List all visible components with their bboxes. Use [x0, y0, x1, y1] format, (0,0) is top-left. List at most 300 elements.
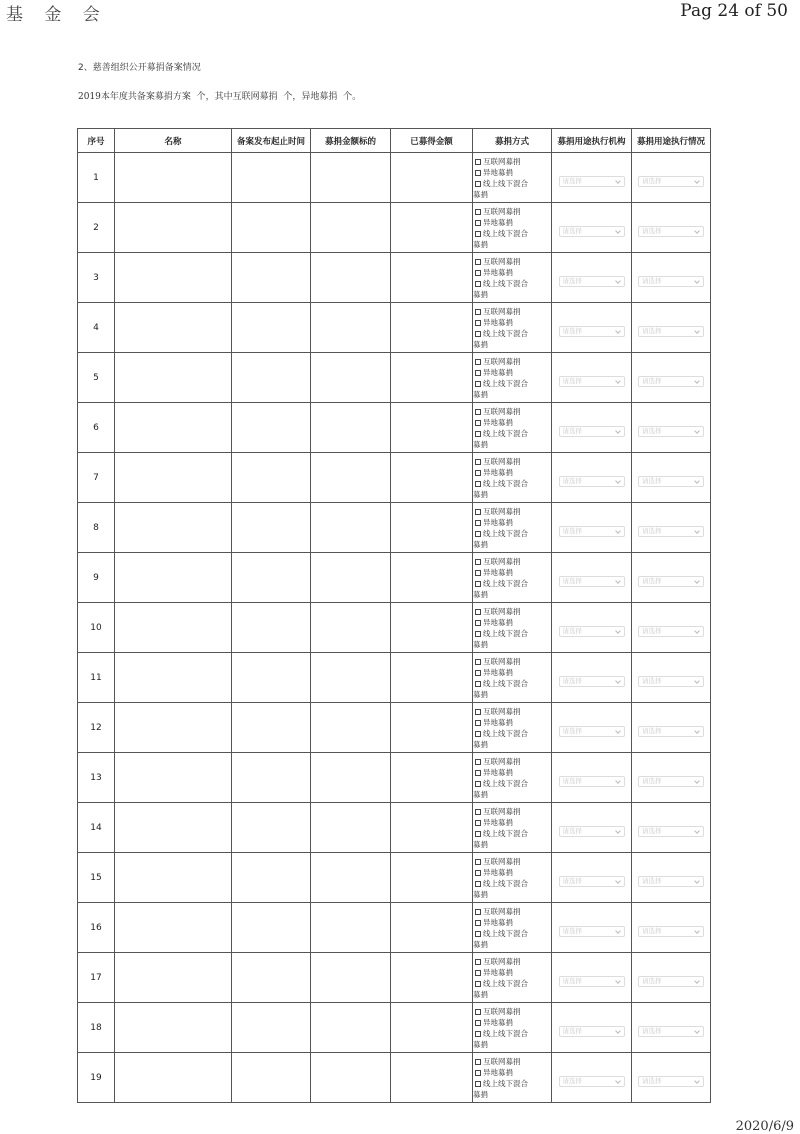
name-cell[interactable]	[115, 203, 232, 253]
method-option-mixed[interactable]: 线上线下混合	[475, 1028, 551, 1039]
name-cell[interactable]	[115, 303, 232, 353]
method-option-mixed[interactable]: 线上线下混合	[475, 578, 551, 589]
raised-amount-cell[interactable]	[391, 953, 473, 1003]
method-cell	[473, 553, 552, 603]
period-cell[interactable]	[232, 703, 311, 753]
col-header-name: 名称	[115, 129, 232, 153]
execution-select[interactable]: 请选择	[638, 426, 704, 437]
row-number: 15	[78, 853, 115, 903]
checkbox-icon[interactable]	[475, 820, 481, 826]
method-option-mixed[interactable]: 线上线下混合	[475, 228, 551, 239]
checkbox-icon[interactable]	[475, 870, 481, 876]
method-option-remote[interactable]: 异地募捐	[475, 567, 551, 578]
target-amount-cell[interactable]	[311, 253, 391, 303]
checkbox-icon[interactable]	[475, 420, 481, 426]
row-number: 1	[78, 153, 115, 203]
method-option-mixed[interactable]: 线上线下混合	[475, 178, 551, 189]
checkbox-icon[interactable]	[475, 781, 481, 787]
executor-cell	[552, 203, 632, 253]
checkbox-icon[interactable]	[475, 559, 481, 565]
method-cell	[473, 853, 552, 903]
checkbox-icon[interactable]	[475, 909, 481, 915]
execution-select[interactable]: 请选择	[638, 1026, 704, 1037]
table-row	[78, 953, 711, 1003]
row-number: 10	[78, 603, 115, 653]
executor-cell	[552, 1053, 632, 1103]
method-option-remote[interactable]: 异地募捐	[475, 317, 551, 328]
executor-select[interactable]: 请选择	[559, 226, 625, 237]
target-amount-cell[interactable]	[311, 403, 391, 453]
method-option-remote[interactable]: 异地募捐	[475, 667, 551, 678]
method-option-mixed-cont: 募捐	[473, 1089, 488, 1099]
name-cell[interactable]	[115, 453, 232, 503]
period-cell[interactable]	[232, 953, 311, 1003]
period-cell[interactable]	[232, 903, 311, 953]
method-option-mixed[interactable]: 线上线下混合	[475, 828, 551, 839]
method-option-internet[interactable]: 互联网募捐	[475, 306, 551, 317]
method-option-mixed[interactable]: 线上线下混合	[475, 978, 551, 989]
name-cell[interactable]	[115, 603, 232, 653]
method-option-mixed[interactable]: 线上线下混合	[475, 878, 551, 889]
target-amount-cell[interactable]	[311, 703, 391, 753]
executor-select[interactable]: 请选择	[559, 1076, 625, 1087]
period-cell[interactable]	[232, 203, 311, 253]
checkbox-icon[interactable]	[475, 609, 481, 615]
method-option-internet[interactable]: 互联网募捐	[475, 1006, 551, 1017]
method-option-remote[interactable]: 异地募捐	[475, 467, 551, 478]
checkbox-icon[interactable]	[475, 859, 481, 865]
checkbox-icon[interactable]	[475, 309, 481, 315]
period-cell[interactable]	[232, 1053, 311, 1103]
execution-select[interactable]: 请选择	[638, 576, 704, 587]
checkbox-icon[interactable]	[475, 381, 481, 387]
period-cell[interactable]	[232, 803, 311, 853]
executor-select[interactable]: 请选择	[559, 826, 625, 837]
checkbox-icon[interactable]	[475, 481, 481, 487]
chevron-down-icon	[694, 228, 700, 234]
checkbox-icon[interactable]	[475, 1070, 481, 1076]
executor-select[interactable]: 请选择	[559, 326, 625, 337]
table-row	[78, 503, 711, 553]
method-option-mixed-cont: 募捐	[473, 689, 488, 699]
checkbox-icon[interactable]	[475, 759, 481, 765]
method-cell	[473, 1053, 552, 1103]
target-amount-cell[interactable]	[311, 1003, 391, 1053]
chevron-down-icon	[615, 778, 621, 784]
name-cell[interactable]	[115, 703, 232, 753]
checkbox-icon[interactable]	[475, 731, 481, 737]
method-cell	[473, 753, 552, 803]
target-amount-cell[interactable]	[311, 153, 391, 203]
execution-cell	[632, 1053, 711, 1103]
raised-amount-cell[interactable]	[391, 503, 473, 553]
method-option-remote[interactable]: 异地募捐	[475, 917, 551, 928]
name-cell[interactable]	[115, 653, 232, 703]
name-cell[interactable]	[115, 953, 232, 1003]
method-option-remote[interactable]: 异地募捐	[475, 967, 551, 978]
row-number: 6	[78, 403, 115, 453]
checkbox-icon[interactable]	[475, 681, 481, 687]
execution-cell	[632, 603, 711, 653]
execution-cell	[632, 553, 711, 603]
raised-amount-cell[interactable]	[391, 403, 473, 453]
executor-cell	[552, 1003, 632, 1053]
executor-select[interactable]: 请选择	[559, 526, 625, 537]
checkbox-icon[interactable]	[475, 931, 481, 937]
method-option-remote[interactable]: 异地募捐	[475, 417, 551, 428]
executor-select[interactable]: 请选择	[559, 726, 625, 737]
checkbox-icon[interactable]	[475, 631, 481, 637]
name-cell[interactable]	[115, 853, 232, 903]
checkbox-icon[interactable]	[475, 231, 481, 237]
checkbox-icon[interactable]	[475, 1031, 481, 1037]
method-option-remote[interactable]: 异地募捐	[475, 267, 551, 278]
raised-amount-cell[interactable]	[391, 603, 473, 653]
raised-amount-cell[interactable]	[391, 1003, 473, 1053]
name-cell[interactable]	[115, 353, 232, 403]
target-amount-cell[interactable]	[311, 603, 391, 653]
execution-select[interactable]: 请选择	[638, 776, 704, 787]
executor-select[interactable]: 请选择	[559, 176, 625, 187]
method-cell	[473, 953, 552, 1003]
executor-cell	[552, 703, 632, 753]
name-cell[interactable]	[115, 903, 232, 953]
checkbox-icon[interactable]	[475, 170, 481, 176]
method-option-remote[interactable]: 异地募捐	[475, 1017, 551, 1028]
name-cell[interactable]	[115, 1053, 232, 1103]
checkbox-icon[interactable]	[475, 320, 481, 326]
period-cell[interactable]	[232, 553, 311, 603]
checkbox-icon[interactable]	[475, 659, 481, 665]
checkbox-icon[interactable]	[475, 1059, 481, 1065]
method-option-mixed-cont: 募捐	[473, 1039, 488, 1049]
execution-select[interactable]: 请选择	[638, 626, 704, 637]
period-cell[interactable]	[232, 403, 311, 453]
target-amount-cell[interactable]	[311, 1053, 391, 1103]
table-row	[78, 553, 711, 603]
method-option-remote[interactable]: 异地募捐	[475, 217, 551, 228]
executor-select[interactable]: 请选择	[559, 926, 625, 937]
method-cell	[473, 803, 552, 853]
checkbox-icon[interactable]	[475, 531, 481, 537]
executor-cell	[552, 653, 632, 703]
period-cell[interactable]	[232, 303, 311, 353]
execution-select[interactable]: 请选择	[638, 826, 704, 837]
target-amount-cell[interactable]	[311, 803, 391, 853]
method-option-internet[interactable]: 互联网募捐	[475, 556, 551, 567]
chevron-down-icon	[615, 1028, 621, 1034]
method-option-internet[interactable]: 互联网募捐	[475, 906, 551, 917]
execution-cell	[632, 153, 711, 203]
checkbox-icon[interactable]	[475, 581, 481, 587]
executor-select[interactable]: 请选择	[559, 626, 625, 637]
name-cell[interactable]	[115, 503, 232, 553]
executor-select[interactable]: 请选择	[559, 426, 625, 437]
table-row	[78, 403, 711, 453]
checkbox-icon[interactable]	[475, 770, 481, 776]
method-option-mixed[interactable]: 线上线下混合	[475, 328, 551, 339]
method-option-internet[interactable]: 互联网募捐	[475, 956, 551, 967]
checkbox-icon[interactable]	[475, 970, 481, 976]
chevron-down-icon	[615, 878, 621, 884]
method-option-mixed[interactable]: 线上线下混合	[475, 528, 551, 539]
executor-cell	[552, 903, 632, 953]
checkbox-icon[interactable]	[475, 259, 481, 265]
executor-cell	[552, 553, 632, 603]
row-number: 8	[78, 503, 115, 553]
method-option-remote[interactable]: 异地募捐	[475, 517, 551, 528]
col-header-execution: 募捐用途执行情况	[632, 129, 711, 153]
raised-amount-cell[interactable]	[391, 353, 473, 403]
executor-select[interactable]: 请选择	[559, 876, 625, 887]
target-amount-cell[interactable]	[311, 903, 391, 953]
checkbox-icon[interactable]	[475, 470, 481, 476]
execution-select[interactable]: 请选择	[638, 276, 704, 287]
method-option-remote[interactable]: 异地募捐	[475, 1067, 551, 1078]
checkbox-icon[interactable]	[475, 459, 481, 465]
execution-select[interactable]: 请选择	[638, 226, 704, 237]
execution-select[interactable]: 请选择	[638, 876, 704, 887]
checkbox-icon[interactable]	[475, 831, 481, 837]
period-cell[interactable]	[232, 853, 311, 903]
method-option-remote[interactable]: 异地募捐	[475, 617, 551, 628]
execution-select[interactable]: 请选择	[638, 176, 704, 187]
raised-amount-cell[interactable]	[391, 553, 473, 603]
method-cell	[473, 203, 552, 253]
executor-cell	[552, 853, 632, 903]
name-cell[interactable]	[115, 803, 232, 853]
chevron-down-icon	[694, 678, 700, 684]
raised-amount-cell[interactable]	[391, 653, 473, 703]
checkbox-icon[interactable]	[475, 220, 481, 226]
period-cell[interactable]	[232, 503, 311, 553]
name-cell[interactable]	[115, 253, 232, 303]
executor-select[interactable]: 请选择	[559, 576, 625, 587]
method-option-mixed[interactable]: 线上线下混合	[475, 428, 551, 439]
target-amount-cell[interactable]	[311, 503, 391, 553]
method-option-mixed[interactable]: 线上线下混合	[475, 628, 551, 639]
row-number: 2	[78, 203, 115, 253]
table-row	[78, 903, 711, 953]
target-amount-cell[interactable]	[311, 753, 391, 803]
method-option-internet[interactable]: 互联网募捐	[475, 1056, 551, 1067]
method-option-mixed[interactable]: 线上线下混合	[475, 728, 551, 739]
method-option-mixed[interactable]: 线上线下混合	[475, 678, 551, 689]
method-option-internet[interactable]: 互联网募捐	[475, 756, 551, 767]
checkbox-icon[interactable]	[475, 809, 481, 815]
raised-amount-cell[interactable]	[391, 153, 473, 203]
checkbox-icon[interactable]	[475, 881, 481, 887]
method-option-internet[interactable]: 互联网募捐	[475, 806, 551, 817]
method-option-mixed-cont: 募捐	[473, 639, 488, 649]
row-number: 13	[78, 753, 115, 803]
method-option-internet[interactable]: 互联网募捐	[475, 356, 551, 367]
target-amount-cell[interactable]	[311, 353, 391, 403]
chevron-down-icon	[694, 528, 700, 534]
execution-select[interactable]: 请选择	[638, 326, 704, 337]
target-amount-cell[interactable]	[311, 953, 391, 1003]
period-cell[interactable]	[232, 453, 311, 503]
checkbox-icon[interactable]	[475, 620, 481, 626]
raised-amount-cell[interactable]	[391, 753, 473, 803]
execution-select[interactable]: 请选择	[638, 676, 704, 687]
method-option-internet[interactable]: 互联网募捐	[475, 506, 551, 517]
execution-select[interactable]: 请选择	[638, 976, 704, 987]
raised-amount-cell[interactable]	[391, 253, 473, 303]
period-cell[interactable]	[232, 153, 311, 203]
method-option-remote[interactable]: 异地募捐	[475, 167, 551, 178]
raised-amount-cell[interactable]	[391, 203, 473, 253]
execution-select[interactable]: 请选择	[638, 376, 704, 387]
method-option-mixed-cont: 募捐	[473, 189, 488, 199]
checkbox-icon[interactable]	[475, 331, 481, 337]
raised-amount-cell[interactable]	[391, 903, 473, 953]
method-option-internet[interactable]: 互联网募捐	[475, 606, 551, 617]
table-row	[78, 1003, 711, 1053]
checkbox-icon[interactable]	[475, 270, 481, 276]
method-option-mixed[interactable]: 线上线下混合	[475, 1078, 551, 1089]
executor-select[interactable]: 请选择	[559, 376, 625, 387]
target-amount-cell[interactable]	[311, 303, 391, 353]
checkbox-icon[interactable]	[475, 981, 481, 987]
method-option-remote[interactable]: 异地募捐	[475, 867, 551, 878]
target-amount-cell[interactable]	[311, 453, 391, 503]
period-cell[interactable]	[232, 653, 311, 703]
checkbox-icon[interactable]	[475, 159, 481, 165]
checkbox-icon[interactable]	[475, 520, 481, 526]
summary-line: 2019本年度共备案募捐方案 个，其中互联网募捐 个，异地募捐 个。	[78, 92, 362, 102]
method-option-mixed-cont: 募捐	[473, 839, 488, 849]
method-cell	[473, 653, 552, 703]
execution-select[interactable]: 请选择	[638, 476, 704, 487]
name-cell[interactable]	[115, 153, 232, 203]
checkbox-icon[interactable]	[475, 209, 481, 215]
checkbox-icon[interactable]	[475, 1020, 481, 1026]
target-amount-cell[interactable]	[311, 203, 391, 253]
execution-cell	[632, 1003, 711, 1053]
execution-select[interactable]: 请选择	[638, 1076, 704, 1087]
chevron-down-icon	[615, 978, 621, 984]
method-option-internet[interactable]: 互联网募捐	[475, 706, 551, 717]
execution-select[interactable]: 请选择	[638, 726, 704, 737]
name-cell[interactable]	[115, 553, 232, 603]
target-amount-cell[interactable]	[311, 853, 391, 903]
row-number: 11	[78, 653, 115, 703]
checkbox-icon[interactable]	[475, 1009, 481, 1015]
method-option-mixed[interactable]: 线上线下混合	[475, 478, 551, 489]
period-cell[interactable]	[232, 353, 311, 403]
col-header-seq: 序号	[78, 129, 115, 153]
method-option-mixed[interactable]: 线上线下混合	[475, 778, 551, 789]
execution-select[interactable]: 请选择	[638, 926, 704, 937]
chevron-down-icon	[694, 428, 700, 434]
method-option-internet[interactable]: 互联网募捐	[475, 856, 551, 867]
method-option-mixed-cont: 募捐	[473, 539, 488, 549]
executor-select[interactable]: 请选择	[559, 676, 625, 687]
period-cell[interactable]	[232, 603, 311, 653]
checkbox-icon[interactable]	[475, 370, 481, 376]
raised-amount-cell[interactable]	[391, 853, 473, 903]
col-header-method: 募捐方式	[473, 129, 552, 153]
checkbox-icon[interactable]	[475, 670, 481, 676]
method-option-remote[interactable]: 异地募捐	[475, 767, 551, 778]
chevron-down-icon	[615, 378, 621, 384]
method-option-internet[interactable]: 互联网募捐	[475, 456, 551, 467]
checkbox-icon[interactable]	[475, 920, 481, 926]
method-option-internet[interactable]: 互联网募捐	[475, 206, 551, 217]
checkbox-icon[interactable]	[475, 359, 481, 365]
execution-cell	[632, 903, 711, 953]
checkbox-icon[interactable]	[475, 1081, 481, 1087]
checkbox-icon[interactable]	[475, 281, 481, 287]
checkbox-icon[interactable]	[475, 959, 481, 965]
checkbox-icon[interactable]	[475, 720, 481, 726]
executor-select[interactable]: 请选择	[559, 776, 625, 787]
method-option-remote[interactable]: 异地募捐	[475, 367, 551, 378]
name-cell[interactable]	[115, 753, 232, 803]
checkbox-icon[interactable]	[475, 181, 481, 187]
raised-amount-cell[interactable]	[391, 453, 473, 503]
executor-select[interactable]: 请选择	[559, 1026, 625, 1037]
name-cell[interactable]	[115, 1003, 232, 1053]
method-cell	[473, 153, 552, 203]
method-option-mixed-cont: 募捐	[473, 389, 488, 399]
name-cell[interactable]	[115, 403, 232, 453]
method-cell	[473, 1003, 552, 1053]
method-cell	[473, 403, 552, 453]
chevron-down-icon	[694, 978, 700, 984]
period-cell[interactable]	[232, 1003, 311, 1053]
raised-amount-cell[interactable]	[391, 803, 473, 853]
row-number: 19	[78, 1053, 115, 1103]
method-option-mixed[interactable]: 线上线下混合	[475, 928, 551, 939]
checkbox-icon[interactable]	[475, 709, 481, 715]
execution-select[interactable]: 请选择	[638, 526, 704, 537]
method-option-internet[interactable]: 互联网募捐	[475, 156, 551, 167]
method-option-internet[interactable]: 互联网募捐	[475, 656, 551, 667]
target-amount-cell[interactable]	[311, 553, 391, 603]
executor-select[interactable]: 请选择	[559, 276, 625, 287]
executor-select[interactable]: 请选择	[559, 476, 625, 487]
executor-select[interactable]: 请选择	[559, 976, 625, 987]
period-cell[interactable]	[232, 253, 311, 303]
method-option-mixed[interactable]: 线上线下混合	[475, 278, 551, 289]
method-option-internet[interactable]: 互联网募捐	[475, 256, 551, 267]
checkbox-icon[interactable]	[475, 570, 481, 576]
target-amount-cell[interactable]	[311, 653, 391, 703]
period-cell[interactable]	[232, 753, 311, 803]
raised-amount-cell[interactable]	[391, 1053, 473, 1103]
raised-amount-cell[interactable]	[391, 703, 473, 753]
method-option-remote[interactable]: 异地募捐	[475, 717, 551, 728]
checkbox-icon[interactable]	[475, 431, 481, 437]
execution-cell	[632, 453, 711, 503]
raised-amount-cell[interactable]	[391, 303, 473, 353]
execution-cell	[632, 703, 711, 753]
chevron-down-icon	[694, 728, 700, 734]
chevron-down-icon	[694, 778, 700, 784]
method-cell	[473, 253, 552, 303]
method-option-mixed[interactable]: 线上线下混合	[475, 378, 551, 389]
method-option-remote[interactable]: 异地募捐	[475, 817, 551, 828]
checkbox-icon[interactable]	[475, 509, 481, 515]
chevron-down-icon	[615, 678, 621, 684]
chevron-down-icon	[615, 578, 621, 584]
checkbox-icon[interactable]	[475, 409, 481, 415]
method-option-internet[interactable]: 互联网募捐	[475, 406, 551, 417]
method-cell	[473, 903, 552, 953]
table-row	[78, 353, 711, 403]
